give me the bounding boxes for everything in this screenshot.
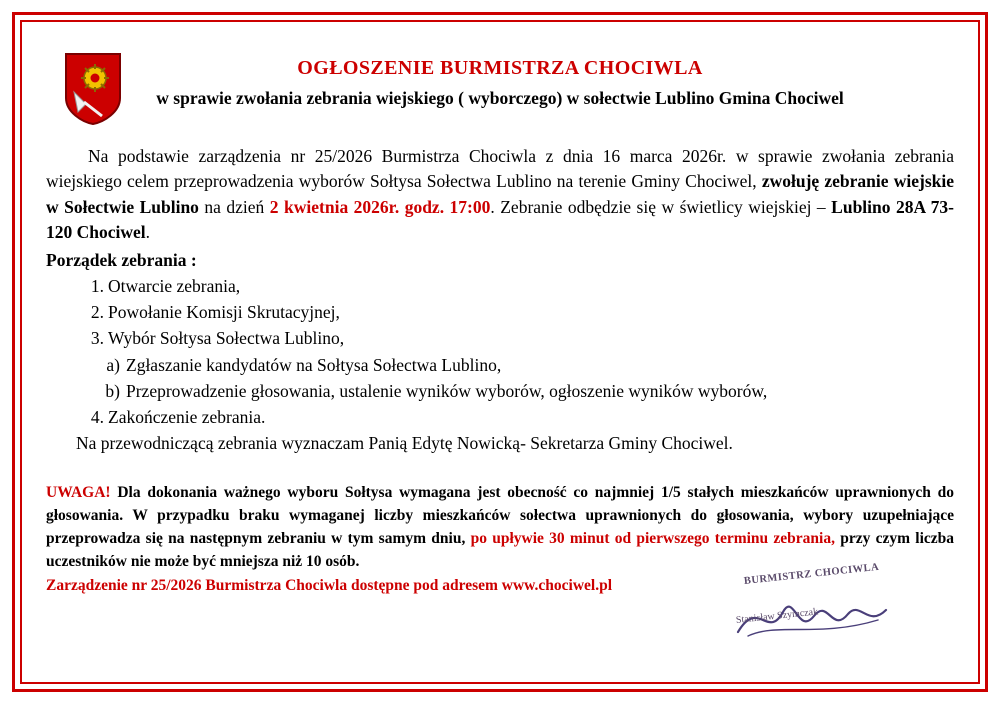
- document-header: [46, 46, 954, 130]
- document-content: [46, 46, 954, 658]
- paragraph-bold-2: zwołuję zebranie wiejskie w Sołectwie Lublino: [46, 171, 955, 217]
- signature-stamp: [728, 561, 918, 654]
- list-item: [46, 325, 954, 351]
- agenda-heading: Porządek zebrania :: [46, 249, 197, 270]
- list-item-number: b): [105, 380, 120, 401]
- notice-paragraph: [46, 481, 954, 574]
- meeting-datetime: 2 kwietnia 2026r. godz. 17:00: [269, 196, 491, 217]
- header-text-block: [46, 46, 954, 111]
- list-item: [46, 404, 954, 430]
- page-title: OGŁOSZENIE BURMISTRZA CHOCIWLA: [297, 57, 703, 79]
- list-item-number: 3.: [90, 328, 104, 349]
- signature-name: Stanisław Szymczak: [735, 606, 819, 626]
- signature-title: BURMISTRZ CHOCIWLA: [743, 561, 880, 587]
- paragraph-part-3: na dzień: [204, 196, 265, 217]
- paragraph-part-1: Na podstawie zarządzenia nr 25/2026 Burmistrza Chociwla z dnia 16 marca 2026r. w sprawie zwołania zebrania wiejskiego celem przeprowadzenia wyborów Sołtysa Sołectwa Lublino na terenie Gminy Chociwel,: [46, 146, 954, 192]
- list-item: [46, 299, 954, 325]
- list-item-label: Zakończenie zebrania.: [108, 407, 266, 428]
- notice-text-3: przy czym liczba uczestników nie może być mniejsza niż 10 osób.: [46, 530, 955, 571]
- paragraph-part-7: .: [145, 222, 151, 243]
- meeting-address: Lublino 28A 73-120 Chociwel: [46, 196, 954, 243]
- coat-of-arms-icon: [64, 52, 122, 126]
- page-subtitle: w sprawie zwołania zebrania wiejskiego ( wyborczego) w sołectwie Lublino Gmina Chociwel: [156, 88, 844, 108]
- list-item-label: Wybór Sołtysa Sołectwa Lublino,: [108, 328, 345, 349]
- body-text: [46, 144, 954, 457]
- main-paragraph: [46, 144, 954, 246]
- list-item-label: Otwarcie zebrania,: [108, 275, 241, 296]
- closing-line: Na przewodniczącą zebrania wyznaczam Panią Edytę Nowicką- Sekretarza Gminy Chociwel.: [76, 433, 733, 454]
- list-item-number: 4.: [90, 407, 104, 428]
- list-item-number: a): [106, 354, 120, 375]
- notice-text-red-2: po upływie 30 minut od pierwszego terminu zebrania,: [470, 530, 835, 548]
- paragraph-part-5: . Zebranie odbędzie się w świetlicy wiejskiej –: [490, 196, 826, 217]
- list-item-label: Powołanie Komisji Skrutacyjnej,: [108, 302, 340, 323]
- list-item: [46, 352, 954, 378]
- notice-reference: Zarządzenie nr 25/2026 Burmistrza Chociwla dostępne pod adresem www.chociwel.pl: [46, 576, 613, 594]
- list-item: [46, 378, 954, 404]
- list-item-label: Zgłaszanie kandydatów na Sołtysa Sołectwa Lublino,: [126, 354, 502, 375]
- list-item-number: 2.: [90, 302, 104, 323]
- agenda-list: [46, 273, 954, 431]
- list-item: [46, 273, 954, 299]
- list-item-label: Przeprowadzenie głosowania, ustalenie wyników wyborów, ogłoszenie wyników wyborów,: [126, 380, 768, 401]
- notice-text-1: Dla dokonania ważnego wyboru Sołtysa wymagana jest obecność co najmniej 1/5 stałych mieszkańców uprawnionych do głosowania. W przypadku braku wymaganej liczby mieszkańców sołectwa uprawnionych do głosowania, wybory uzupełniające przeprowadza się na następnym zebraniu w tym samym dniu,: [46, 483, 955, 548]
- list-item-number: 1.: [90, 275, 104, 296]
- notice-warning-label: UWAGA!: [46, 483, 111, 501]
